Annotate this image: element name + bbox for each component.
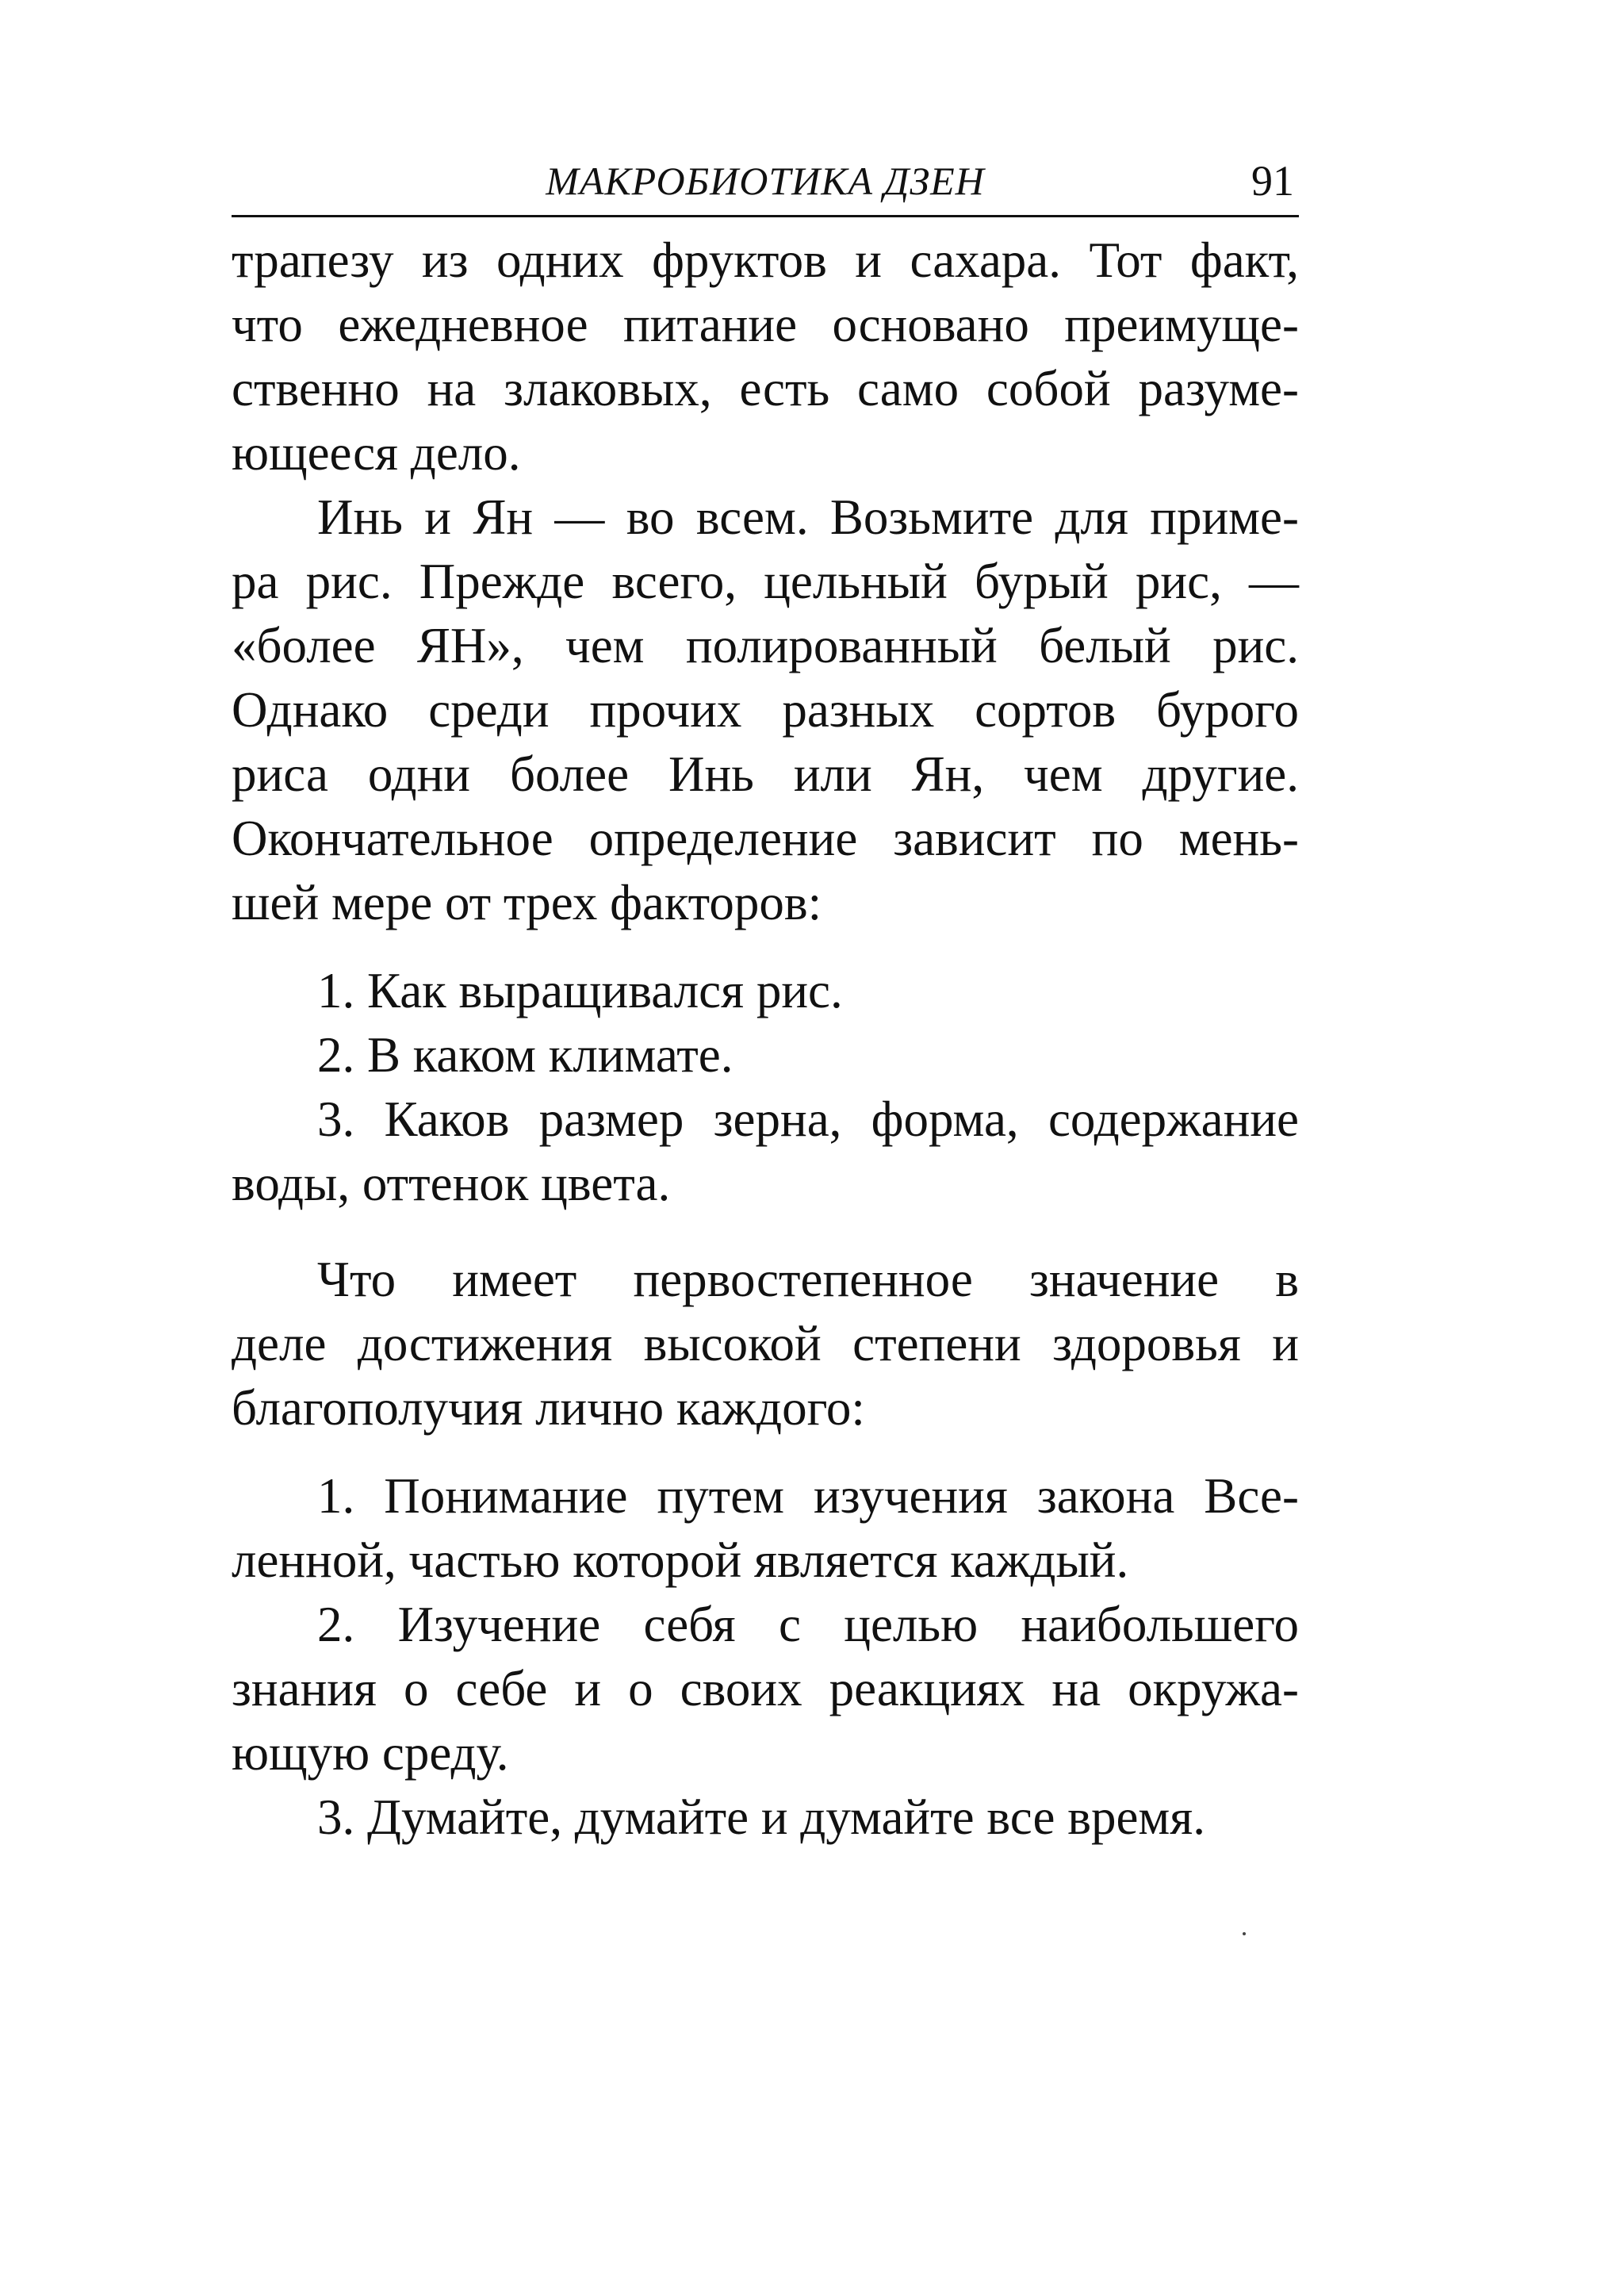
text-line: ющееся дело. — [232, 425, 521, 481]
text-line: ра рис. Прежде всего, цельный бурый рис, — — [232, 554, 1299, 609]
text-line: 3. Каков размер зерна, форма, содержание — [317, 1091, 1299, 1147]
text-line: шей мере от трех факторов: — [232, 875, 822, 930]
text-line: 2. В каком климате. — [317, 1027, 733, 1083]
paragraph-continuation — [232, 228, 1299, 485]
text-line: ственно на злаковых, есть само собой разуме- — [232, 361, 1299, 416]
list-item — [232, 1464, 1299, 1593]
list-item — [232, 1023, 1299, 1087]
text-line: благополучия лично каждого: — [232, 1380, 865, 1436]
text-line: что ежедневное питание основано преимуще- — [232, 297, 1299, 352]
text-line: 3. Думайте, думайте и думайте все время. — [317, 1789, 1206, 1845]
page-number: 91 — [1251, 157, 1294, 205]
text-line: ющую среду. — [232, 1725, 509, 1781]
text-line: риса одни более Инь или Ян, чем другие. — [232, 746, 1299, 802]
text-line: Однако среди прочих разных сортов бурого — [232, 682, 1299, 738]
paragraph-yin-yang — [232, 485, 1299, 935]
speck-mark — [1243, 1932, 1246, 1935]
list-item — [232, 959, 1299, 1023]
text-line: Инь и Ян — во всем. Возьмите для приме- — [317, 489, 1299, 545]
running-title: МАКРОБИОТИКА ДЗЕН — [546, 159, 985, 203]
running-header — [232, 155, 1299, 217]
text-line: знания о себе и о своих реакциях на окружа- — [232, 1661, 1299, 1716]
text-line: 1. Как выращивался рис. — [317, 963, 843, 1018]
text-line: «более ЯН», чем полированный белый рис. — [232, 618, 1299, 673]
book-page — [232, 155, 1299, 1850]
list-item — [232, 1593, 1299, 1785]
text-line: 1. Понимание путем изучения закона Все- — [317, 1468, 1299, 1524]
list-item — [232, 1785, 1299, 1850]
list-item — [232, 1087, 1299, 1216]
text-line: воды, оттенок цвета. — [232, 1156, 671, 1211]
text-line: 2. Изучение себя с целью наибольшего — [317, 1597, 1299, 1652]
text-line: Окончательное определение зависит по мень- — [232, 811, 1299, 866]
text-line: деле достижения высокой степени здоровья и — [232, 1316, 1299, 1371]
text-line: трапезу из одних фруктов и сахара. Тот факт, — [232, 232, 1299, 288]
text-line: Что имеет первостепенное значение в — [317, 1252, 1299, 1307]
paragraph-priority — [232, 1248, 1299, 1440]
page-body — [232, 228, 1299, 1850]
text-line: ленной, частью которой является каждый. — [232, 1532, 1129, 1588]
